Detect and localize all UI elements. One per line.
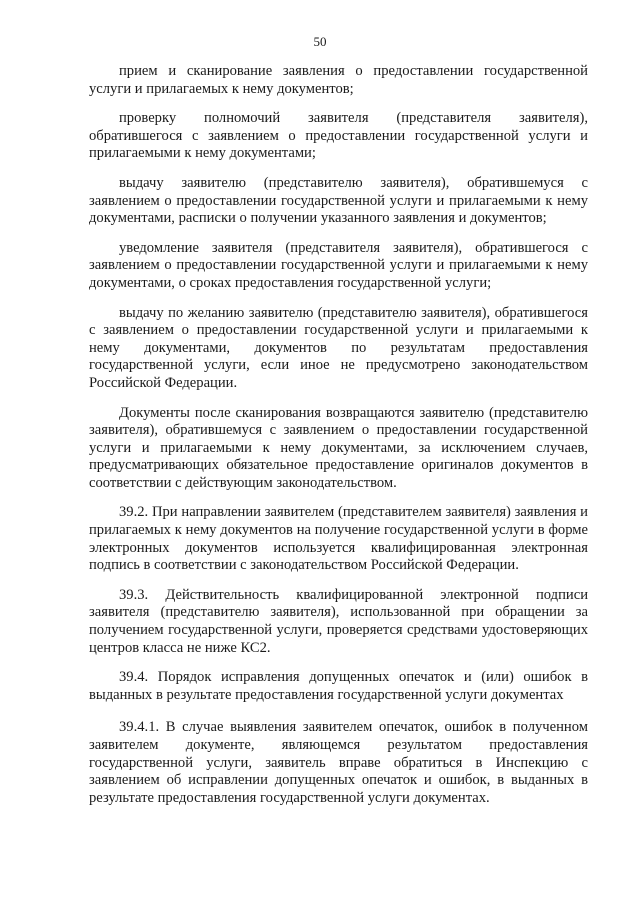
paragraph-reception: прием и сканирование заявления о предоставлении государственной услуги и прилагаемых к нему документов;	[89, 63, 588, 97]
paragraph-39-4-1: 39.4.1. В случае выявления заявителем опечаток, ошибок в полученном заявителем документе, являющемся результатом предоставления государственной услуги, заявитель вправе обратиться в Инспекцию с заявлением об исправлении допущенных опечаток и ошибок, в выданных в результате предоставления государственной услуги документах.	[89, 719, 588, 806]
page-number: 50	[313, 34, 327, 49]
paragraph-deadline-notice: уведомление заявителя (представителя заявителя), обратившегося с заявлением о предоставлении государственной услуги и прилагаемыми к нему документами, о сроках предоставления государственной услуги;	[89, 239, 588, 291]
paragraph-result-issuance: выдачу по желанию заявителю (представителю заявителя), обратившегося с заявлением о предоставлении государственной услуги и прилагаемыми к нему документами, документов по результатам предоставления государственной услуги, если иное не предусмотрено законодательством Российской Федерации.	[89, 304, 588, 391]
paragraph-39-2: 39.2. При направлении заявителем (представителем заявителя) заявления и прилагаемых к нему документов на получение государственной услуги в форме электронных документов используется квалифицированная электронная подпись в соответствии с законодательством Российской Федерации.	[89, 504, 588, 574]
paragraph-receipt-issuance: выдачу заявителю (представителю заявителя), обратившемуся с заявлением о предоставлении государственной услуги и прилагаемыми к нему документами, расписки о получении указанного заявления и документов;	[89, 174, 588, 227]
paragraph-authority-check: проверку полномочий заявителя (представителя заявителя), обратившегося с заявлением о предоставлении государственной услуги и прилагаемыми к нему документами;	[89, 110, 588, 162]
paragraph-documents-return: Документы после сканирования возвращаются заявителю (представителю заявителя), обратившемуся с заявлением о предоставлении государственной услуги и прилагаемыми к нему документами, за исключением случаев, предусматривающих обязательное предоставление оригиналов документов в соответствии с действующим законодательством.	[89, 404, 588, 491]
paragraph-39-4-heading: 39.4. Порядок исправления допущенных опечаток и (или) ошибок в выданных в результате предоставления государственной услуги документах	[89, 669, 588, 703]
paragraph-39-3: 39.3. Действительность квалифицированной электронной подписи заявителя (представителю заявителя), использованной при обращении за получением государственной услуги, проверяется средствами удостоверяющих центров класса не ниже КС2.	[89, 586, 588, 656]
document-body	[89, 63, 588, 819]
